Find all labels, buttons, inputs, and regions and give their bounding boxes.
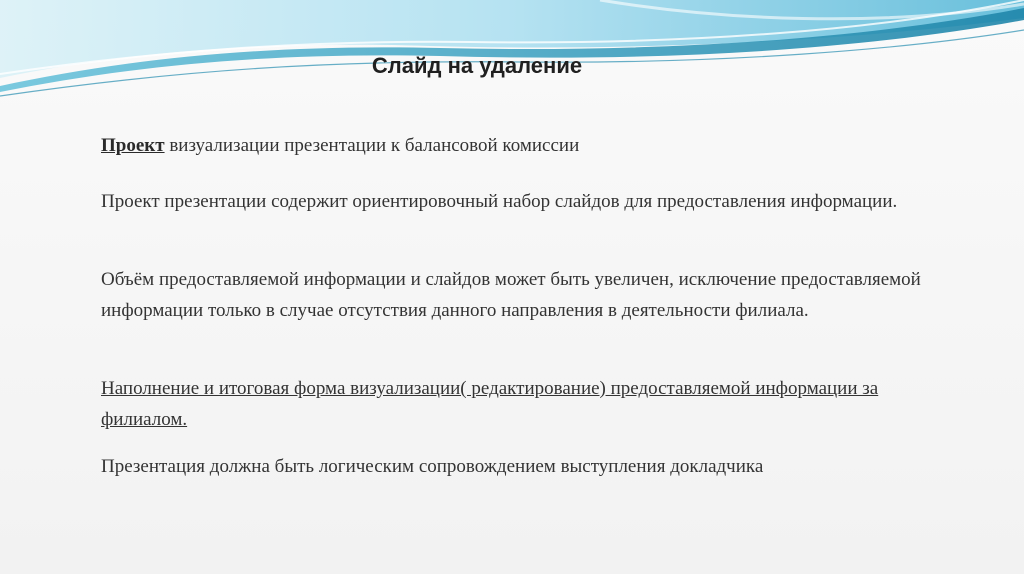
paragraph-filling: Наполнение и итоговая форма визуализации( редактирование) предоставляемой информации за филиалом. xyxy=(101,378,879,430)
paragraph-project xyxy=(101,130,921,161)
project-rest: визуализации презентации к балансовой комиссии xyxy=(164,135,580,156)
paragraph-presentation: Презентация должна быть логическим сопровождением выступления докладчика xyxy=(101,456,764,477)
paragraph-contents: Проект презентации содержит ориентировочный набор слайдов для предоставления информации. xyxy=(101,191,898,212)
paragraph-volume: Объём предоставляемой информации и слайдов может быть увеличен, исключение предоставляемой информации только в случае отсутствия данного направления в деятельности филиала. xyxy=(101,269,921,321)
slide-title: Слайд на удаление xyxy=(371,53,583,78)
project-lead: Проект xyxy=(101,135,165,156)
